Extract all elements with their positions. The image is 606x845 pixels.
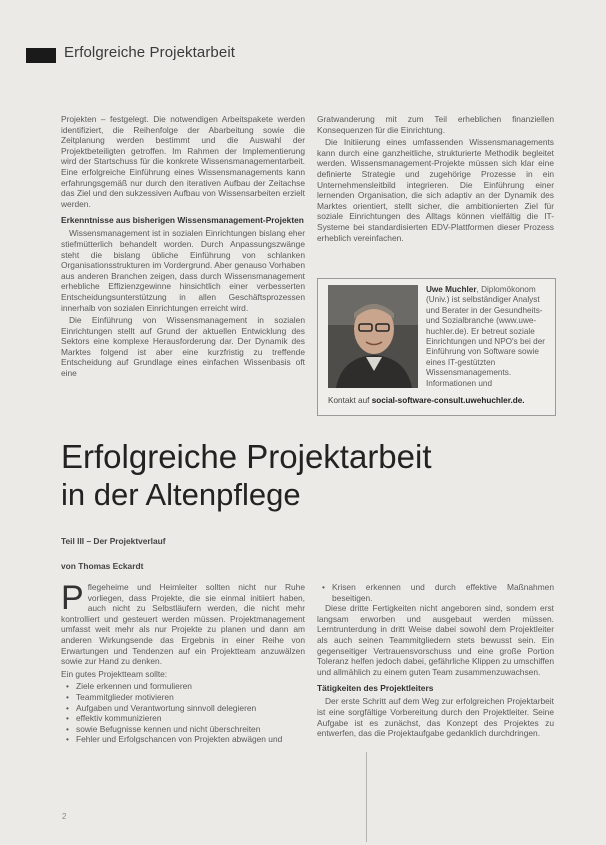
paper-crease [366, 752, 367, 842]
author-contact [328, 396, 548, 405]
bullet-list-continued [317, 582, 554, 603]
author-contact-prefix: Kontakt auf [328, 396, 370, 405]
author-contact-url: social-software-consult.uwehuchler.de. [371, 396, 525, 405]
author-name: Uwe Muchler [426, 285, 477, 294]
bullet-intro: Ein gutes Projektteam sollte: [61, 668, 168, 679]
intro-paragraph: Gratwanderung mit zum Teil erheblichen finanziellen Konsequenzen für die Einrichtung. [317, 114, 554, 135]
intro-column-right [317, 114, 554, 245]
bullet-list [61, 681, 305, 745]
intro-subheading: Erkenntnisse aus bisherigen Wissensmanagement-Projekten [61, 215, 304, 226]
article-column-right [317, 582, 554, 741]
list-item: • effektiv kommunizieren [70, 713, 305, 724]
article-opening-paragraph [61, 579, 305, 667]
author-bio-text: Diplomökonom (Univ.) ist selbständiger Analyst und Berater in der Gesundheits- und Sozialbranche (www.uwe-huchler.de). Er betreut soziale Einrichtungen und NPO's bei der Einführung von Software sowie eines IT-gestützten Wissensmanagements. Informationen und [426, 285, 545, 388]
article-byline: von Thomas Eckardt [61, 561, 144, 571]
section-header [26, 44, 586, 66]
author-info-box [317, 278, 556, 416]
list-item: • sowie Befugnisse kennen und nicht überschreiten [70, 724, 305, 735]
list-item: • Teammitglieder motivieren [70, 692, 305, 703]
author-bio: Uwe Muchler, Diplomökonom (Univ.) ist selbständiger Analyst und Berater in der Gesundheits- und Sozialbranche (www.uwe-huchler.de). Er betreut soziale Einrichtungen und NPO's bei der Einführung von Software sowie eines IT-gestützten Wissensmanagements. Informationen und [426, 285, 545, 388]
drop-cap: P [61, 579, 84, 617]
intro-paragraph: Die Einführung von Wissensmanagement in sozialen Einrichtungen stellt auf Grund der aktuellen Entwicklung des Sektors eine komplexe Herausforderung dar. Der Dynamik des Marktes folgend ist aber eine kurzfristig zu treffende Entscheidung auf Grundlage eines einfachen Wissenbasis oft eine [61, 315, 305, 379]
article-column-left [61, 579, 305, 745]
header-black-bar [26, 48, 56, 63]
article-title [61, 438, 581, 514]
article-title-line-1: Erfolgreiche Projektarbeit [61, 438, 432, 475]
intro-paragraph: Projekten – festgelegt. Die notwendigen Arbeitspakete werden identifiziert, die Reihenfolge der Abarbeitung sowie die Zeitplanung werden bestimmt und die Auswahl der Projektbeteiligten getroffen. Im Rahmen der Implementierung wird der Startschuss für die konkrete Wissensmanagementarbeit. Eine erfolgreiche Einführung eines Wissensmanagements kann erfahrungsgemäß nur durch den iterativen Aufbau der Zeitachse das Ziel und den sukzessiven Aufbau von Wissensarbeiten erzielt werden. [61, 114, 305, 209]
article-paragraph: Der erste Schritt auf dem Weg zur erfolgreichen Projektarbeit ist eine sorgfältige Vorbereitung durch den Projektleiter. Seine Aufgabe ist es zunächst, das Konzept des Projektes zu entwerfen, das die Projektaufgabe gedanklich durchdringen. [317, 696, 554, 739]
list-item: • Ziele erkennen und formulieren [70, 681, 305, 692]
section-title: Erfolgreiche Projektarbeit [64, 44, 236, 61]
article-paragraph-text: flegeheime und Heimleiter sollten nicht nur Ruhe vorliegen, dass Projekte, die sie einmal initiiert haben, auch nicht zu Selbstläufern werden, die nicht mehr kontrolliert und gesteuert werden müssen. Projektmanagement umfasst weit mehr als nur Projekte zu planen und dann am anderen Wirkungsende das Ergebnis in einer Reihe von Erwartungen und Tendenzen auf ein Projektteam anzuwälzen sowie zur Hand zu denken. [61, 582, 305, 667]
page-number: 2 [62, 812, 67, 821]
intro-column-left [61, 114, 305, 381]
list-item: • Fehler und Erfolgschancen von Projekten abwägen und [70, 734, 305, 745]
article-subheading: Tätigkeiten des Projektleiters [317, 683, 434, 694]
article-paragraph: Diese dritte Fertigkeiten nicht angeboren sind, sondern erst langsam erworben und ausgebaut werden müssen. Lerntrunterdung in dritt Weise dabei sowohl dem Projektleiter als auch seinen Teammitgliedern stets bewusst sein. Ein gegenseitiger Vertrauensvorschuss und eine große Portion Toleranz helfen jedoch dabei, gefährliche Klippen zu umschiffen und allmählich zu einem guten Team zusammenzuwachsen. [317, 603, 554, 677]
author-portrait-photo [328, 285, 418, 388]
list-item: • Krisen erkennen und durch effektive Maßnahmen beseitigen. [326, 582, 554, 603]
intro-paragraph: Wissensmanagement ist in sozialen Einrichtungen bislang eher stiefmütterlich behandelt worden. Durch Anpassungszwänge steht die bislang übliche Einführung von schlanken Organisationsstrukturen im Vordergrund. Aber genauso Vorhaben aus anderen Branchen zeigen, dass durch Wissensmanagement erhebliche Effizienzgewinne hinsichtlich einer verbesserten Entscheidungsunterstützung in allen Geschäftsprozessen innerhalb von sozialen Einrichtungen erreicht wird. [61, 228, 305, 313]
article-part-label: Teil III – Der Projektverlauf [61, 536, 166, 546]
article-title-line-2: in der Altenpflege [61, 477, 301, 512]
list-item: • Aufgaben und Verantwortung sinnvoll delegieren [70, 703, 305, 714]
intro-paragraph: Die Initiierung eines umfassenden Wissensmanagements kann durch eine ganzheitliche, strukturierte Methodik begleitet werden. Wissensmanagement-Projekte müssen sich klar eine definierte Strategie und zugehörige Prozesse in ein Unternehmensleitbild integrieren. Die Einführung einer lernenden Organisation, die sich adaptiv an der Dynamik des Marktes orientiert, stellt sicher, die ambitionierten Ziel für soziale Einrichtungen des Alltags können vielfältig die IT-Systeme bei standardisierten EDV-Plattformen dieser Prozess erheblich vereinfachen. [317, 137, 554, 243]
